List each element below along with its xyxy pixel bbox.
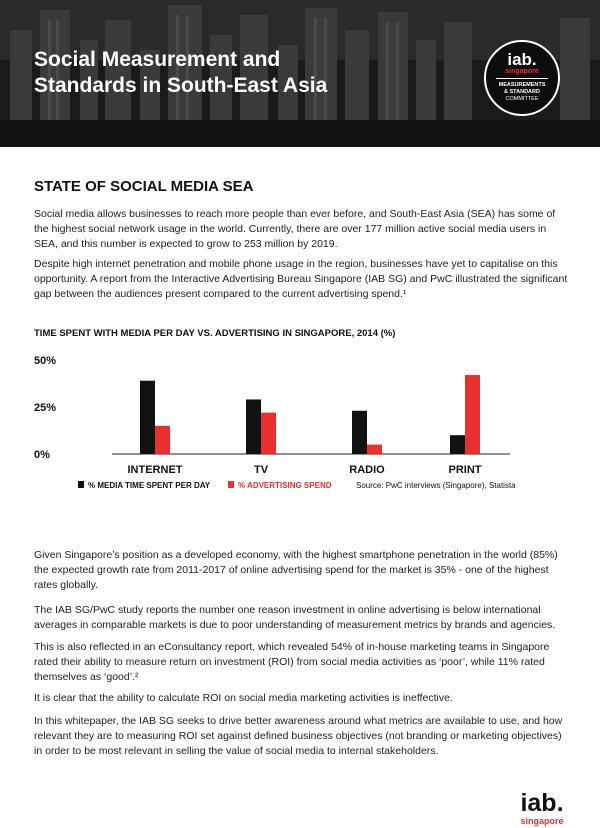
committee-badge-logo [484, 40, 560, 116]
bar-print-series-1 [450, 435, 465, 454]
x-tick-label: RADIO [349, 464, 385, 476]
footer-singapore-text: singapore [520, 816, 564, 826]
y-tick-label: 25% [34, 402, 57, 414]
footer-iab-logo [514, 790, 570, 826]
x-tick-label: INTERNET [127, 464, 183, 476]
chart-source-note: Source: PwC interviews (Singapore), Statista [356, 481, 516, 490]
intro-paragraph-1: Social media allows businesses to reach more people than ever before, and South-East Asia (SEA) has some of the highest social network usage in the world. Currently, there are over 177 million active social media users in SEA, and this number is expected to grow to 253 million by 2019. [34, 208, 556, 250]
x-tick-label: TV [253, 464, 269, 476]
document-title-line-2: Standards in South-East Asia [34, 74, 328, 97]
bar-radio-series-2 [367, 445, 382, 454]
x-tick-label: PRINT [448, 464, 482, 476]
document-title-line-1: Social Measurement and [34, 48, 281, 71]
intro-paragraph-2: Despite high internet penetration and mobile phone usage in the region, businesses have yet to capitalise on this opportunity. A report from the Interactive Advertising Bureau Singapore (IAB SG) and PwC illustrated the significant gap between the audiences present compared to the current advertising spend.¹ [34, 258, 568, 300]
bar-tv-series-2 [261, 413, 276, 454]
body-paragraph-3: This is also reflected in an eConsultancy report, which revealed 54% of in-house marketing teams in Singapore rated their ability to measure return on investment (ROI) from social media activities as ‘poor’, while 11% rated themselves as ‘good’.² [34, 641, 550, 683]
legend-swatch [228, 481, 234, 488]
bar-internet-series-1 [140, 381, 155, 454]
legend-swatch [78, 481, 84, 488]
badge-line-3: COMMITTEE [505, 96, 539, 102]
footer-logo-text: iab. [520, 789, 564, 817]
body-paragraph-5: In this whitepaper, the IAB SG seeks to drive better awareness around what metrics are available to use, and how relevant they are to measuring ROI set against defined business objectives (not branding or marketing objectives) in order to be most relevant in selling the value of social media to internal stakeholders. [34, 715, 563, 757]
bar-print-series-2 [465, 375, 480, 454]
section-title: STATE OF SOCIAL MEDIA SEA [34, 178, 254, 195]
body-paragraph-4: It is clear that the ability to calculate ROI on social media marketing activities is ineffective. [34, 692, 453, 704]
document-title [34, 47, 327, 99]
body-paragraph-2: The IAB SG/PwC study reports the number one reason investment in online advertising is below international averages in comparable markets is due to poor understanding of measurement metrics by brands and agencies. [34, 604, 556, 631]
badge-line-1: MEASUREMENTS [498, 82, 546, 88]
legend-label: % ADVERTISING SPEND [238, 481, 332, 490]
badge-divider [496, 78, 548, 79]
badge-singapore-text: singapore [505, 68, 539, 75]
header-banner [0, 0, 600, 147]
y-tick-label: 0% [34, 449, 50, 461]
badge-line-2: & STANDARD [504, 89, 540, 95]
bar-tv-series-1 [246, 399, 261, 454]
y-tick-label: 50% [34, 355, 57, 367]
media-vs-advertising-bar-chart [0, 340, 600, 510]
legend-label: % MEDIA TIME SPENT PER DAY [88, 481, 211, 490]
body-paragraph-1: Given Singapore’s position as a developed economy, with the highest smartphone penetration in the world (85%) the expected growth rate from 2011-2017 of online advertising spend for the market is 35% - one of the highest rates globally. [34, 549, 558, 591]
badge-iab-logo: iab. [507, 50, 537, 69]
bar-internet-series-2 [155, 426, 170, 454]
bar-radio-series-1 [352, 411, 367, 454]
chart-title: TIME SPENT WITH MEDIA PER DAY VS. ADVERTISING IN SINGAPORE, 2014 (%) [34, 328, 396, 339]
